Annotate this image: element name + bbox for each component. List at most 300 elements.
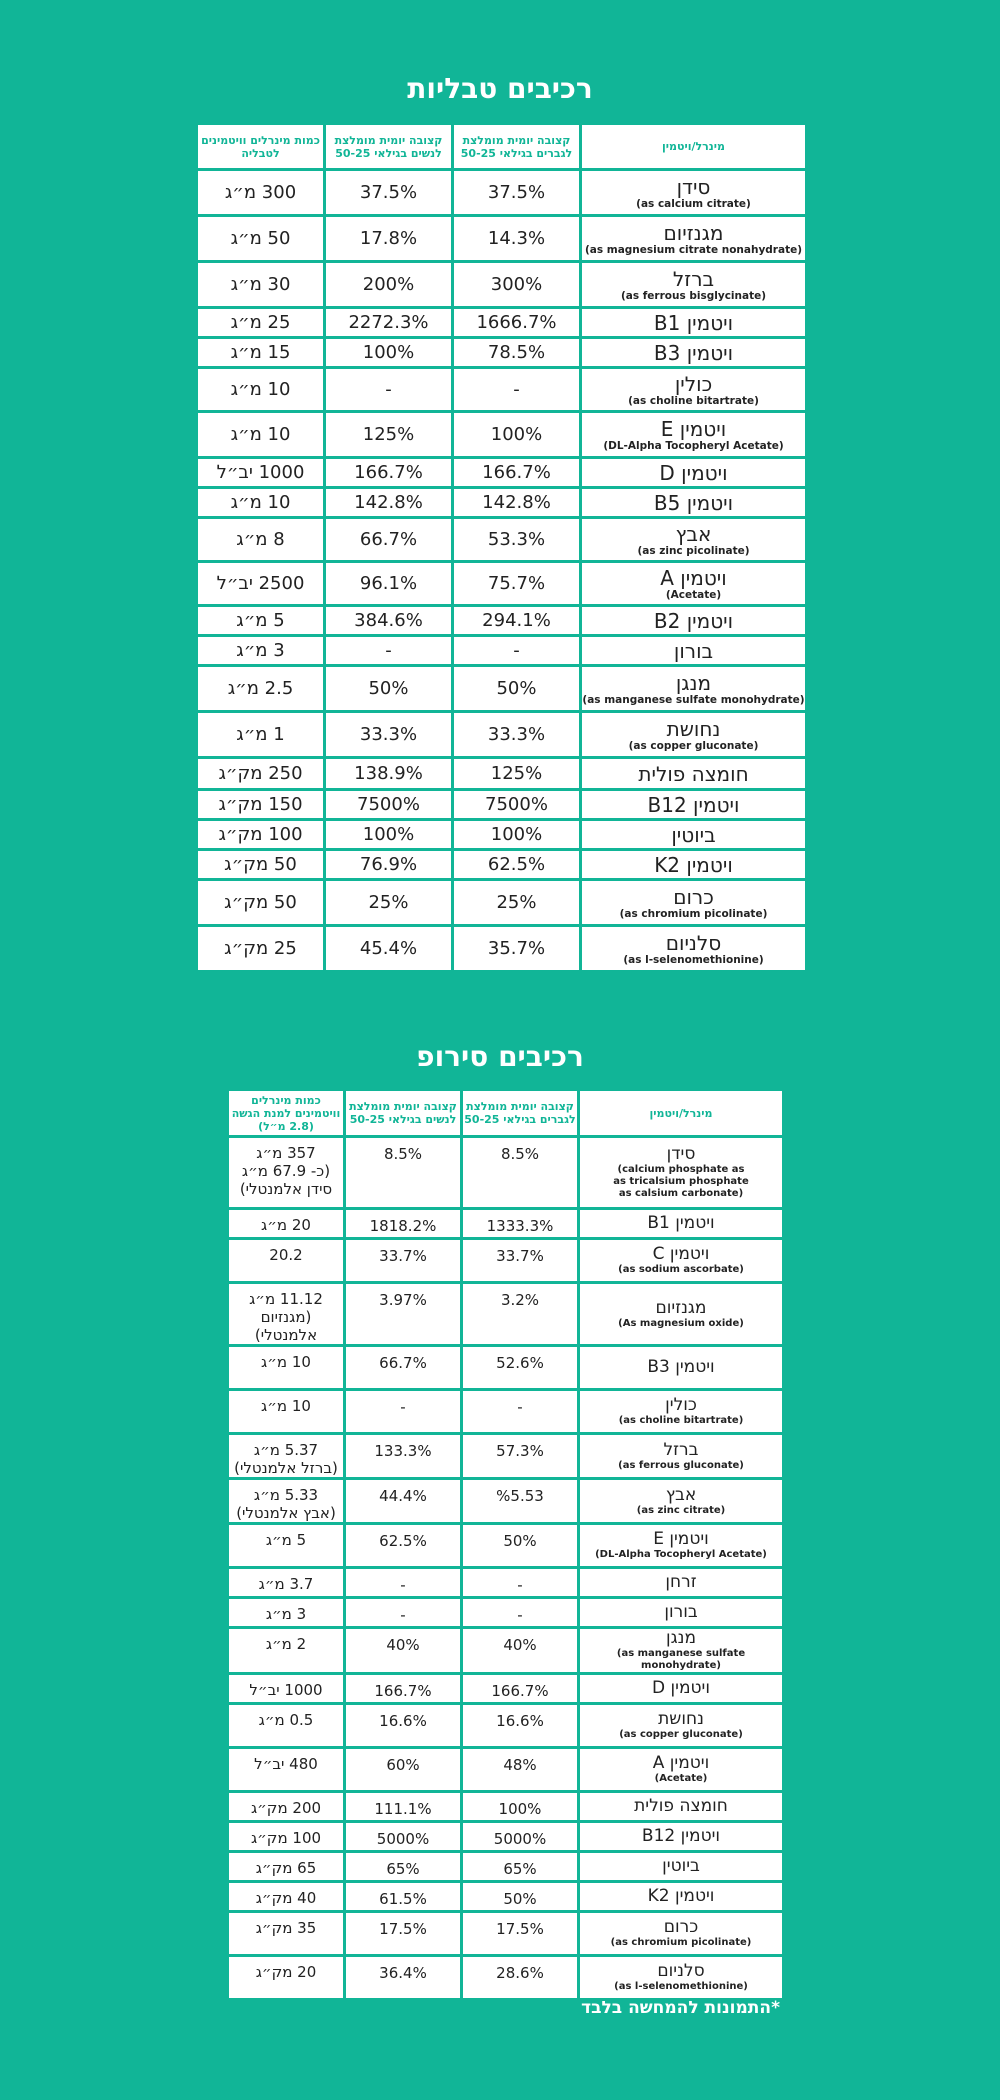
rda-women-cell [345, 1479, 462, 1524]
amount-cell [228, 1792, 345, 1822]
nutrient-source: (as chromium picolinate) [619, 907, 768, 920]
rda-women-value: 44.4% [379, 1487, 427, 1505]
amount-cell [197, 820, 325, 850]
nutrient-cell [581, 606, 807, 636]
rda-men-cell [462, 1479, 579, 1524]
nutrient-name: כרום [663, 1917, 699, 1937]
table-row [228, 1479, 784, 1524]
table-row [228, 1852, 784, 1882]
amount-value: 3 מ״ג [236, 640, 285, 661]
rda-men-value: 75.7% [487, 573, 546, 594]
amount-cell [228, 1434, 345, 1479]
rda-men-cell [453, 368, 581, 412]
header-women: קצובה יומית מומלצת לנשים בגילאי 50-25 [325, 124, 453, 170]
amount-cell [228, 1912, 345, 1956]
nutrient-source: (as sodium ascorbate) [618, 1264, 744, 1275]
rda-men-cell [453, 880, 581, 926]
nutrient-cell [581, 880, 807, 926]
rda-women-cell [345, 1598, 462, 1628]
amount-cell [228, 1598, 345, 1628]
rda-women-value: 17.8% [359, 228, 418, 249]
nutrient-source: (DL-Alpha Tocopheryl Acetate) [603, 439, 784, 452]
rda-men-cell [453, 562, 581, 606]
rda-women-value: 166.7% [374, 1682, 432, 1700]
rda-women-cell [325, 338, 453, 368]
rda-women-cell [325, 216, 453, 262]
header-men: קצובה יומית מומלצת לגברים בגילאי 50-25 [453, 124, 581, 170]
tablets-table [195, 122, 808, 973]
rda-women-cell [325, 666, 453, 712]
rda-women-cell [325, 636, 453, 666]
table-row [197, 850, 807, 880]
rda-women-value: 166.7% [354, 462, 423, 483]
rda-women-cell [325, 758, 453, 790]
amount-cell [228, 1674, 345, 1704]
rda-women-cell [345, 1434, 462, 1479]
nutrient-name: ויטמין D [652, 1678, 710, 1698]
rda-women-cell [345, 1674, 462, 1704]
amount-cell [197, 606, 325, 636]
amount-cell [197, 216, 325, 262]
rda-men-cell [453, 488, 581, 518]
rda-men-cell [462, 1209, 579, 1239]
rda-men-value: 33.3% [487, 724, 546, 745]
rda-men-value: 53.3% [487, 529, 546, 550]
rda-women-value: 16.6% [379, 1712, 427, 1730]
amount-cell [197, 488, 325, 518]
amount-cell [197, 880, 325, 926]
rda-women-cell [325, 262, 453, 308]
nutrient-name: ויטמין A [652, 1753, 710, 1773]
nutrient-cell [581, 170, 807, 216]
nutrient-name: ויטמין B5 [653, 490, 734, 515]
amount-value: 50 מק״ג [224, 854, 297, 875]
table-row [197, 636, 807, 666]
table-row [228, 1390, 784, 1434]
rda-women-cell [325, 790, 453, 820]
rda-men-value: 7500% [485, 794, 548, 815]
table-row [228, 1912, 784, 1956]
rda-men-value: - [517, 1398, 523, 1416]
rda-women-cell [325, 308, 453, 338]
rda-men-cell [462, 1882, 579, 1912]
nutrient-name: ויטמין E [660, 416, 727, 441]
rda-women-cell [345, 1748, 462, 1792]
amount-cell [197, 712, 325, 758]
nutrient-cell [581, 712, 807, 758]
rda-women-value: 50% [368, 678, 409, 699]
amount-value: 5 מ״ג [236, 610, 285, 631]
rda-women-cell [325, 170, 453, 216]
amount-value: 30 מ״ג [230, 274, 291, 295]
rda-women-value: 45.4% [359, 938, 418, 959]
rda-men-cell [462, 1346, 579, 1390]
rda-women-cell [325, 518, 453, 562]
amount-cell [197, 790, 325, 820]
nutrient-name: ויטמין D [659, 460, 728, 485]
rda-women-cell [345, 1346, 462, 1390]
nutrient-name: ביוטין [662, 1856, 700, 1876]
rda-men-cell [462, 1524, 579, 1568]
nutrient-cell [579, 1568, 784, 1598]
amount-value: 10 מ״ג [230, 492, 291, 513]
amount-value: 250 מק״ג [218, 763, 303, 784]
nutrient-source: (as zinc picolinate) [637, 544, 750, 557]
rda-men-value: 294.1% [482, 610, 551, 631]
amount-value: 3 מ״ג [265, 1605, 307, 1623]
table-row [228, 1524, 784, 1568]
rda-men-value: 5000% [493, 1830, 547, 1848]
rda-men-value: 16.6% [496, 1712, 544, 1730]
table-row [228, 1137, 784, 1209]
amount-value: 8 מ״ג [236, 529, 285, 550]
rda-women-value: 5000% [376, 1830, 430, 1848]
rda-women-value: 62.5% [379, 1532, 427, 1550]
nutrient-cell [579, 1748, 784, 1792]
rda-women-cell [345, 1704, 462, 1748]
nutrient-cell [579, 1628, 784, 1674]
rda-men-value: - [517, 1606, 523, 1624]
rda-women-cell [345, 1822, 462, 1852]
amount-value: 150 מק״ג [218, 794, 303, 815]
rda-women-cell [345, 1852, 462, 1882]
amount-value: 65 מק״ג [255, 1859, 317, 1877]
amount-value: 35 מק״ג [255, 1919, 317, 1937]
rda-women-value: 76.9% [359, 854, 418, 875]
rda-men-value: 14.3% [487, 228, 546, 249]
table-row [197, 338, 807, 368]
rda-men-cell [453, 518, 581, 562]
rda-women-cell [325, 712, 453, 758]
nutrient-cell [579, 1434, 784, 1479]
rda-men-value: %5.53 [496, 1487, 544, 1505]
amount-value: 10 מ״ג [261, 1397, 311, 1415]
nutrient-source: (DL-Alpha Tocopheryl Acetate) [595, 1549, 767, 1560]
rda-men-cell [462, 1598, 579, 1628]
nutrient-cell [579, 1346, 784, 1390]
amount-cell [228, 1852, 345, 1882]
table-row [197, 666, 807, 712]
rda-men-cell [453, 262, 581, 308]
header-name: מינרל/ויטמין [579, 1090, 784, 1137]
rda-men-value: - [513, 640, 520, 661]
table-row [228, 1209, 784, 1239]
rda-women-value: - [385, 379, 392, 400]
rda-women-value: 60% [386, 1756, 420, 1774]
rda-women-value: 8.5% [383, 1145, 423, 1163]
rda-women-value: 3.97% [379, 1291, 427, 1309]
rda-women-value: 96.1% [359, 573, 418, 594]
nutrient-name: כרום [673, 884, 714, 909]
table-row [228, 1434, 784, 1479]
rda-women-cell [345, 1209, 462, 1239]
rda-men-value: 48% [503, 1756, 537, 1774]
table-row [197, 488, 807, 518]
table-row [228, 1598, 784, 1628]
rda-women-cell [345, 1239, 462, 1283]
rda-women-cell [345, 1628, 462, 1674]
amount-cell [228, 1479, 345, 1524]
nutrient-source: (as choline bitartrate) [618, 1415, 744, 1426]
amount-value: 20 מק״ג [255, 1963, 317, 1981]
amount-value: 10 מ״ג [230, 379, 291, 400]
rda-men-value: - [513, 379, 520, 400]
amount-cell [197, 338, 325, 368]
nutrient-name: ברזל [672, 266, 715, 291]
amount-cell [228, 1822, 345, 1852]
rda-women-cell [325, 606, 453, 636]
table-row [197, 262, 807, 308]
rda-men-cell [453, 606, 581, 636]
rda-women-value: 61.5% [379, 1890, 427, 1908]
rda-women-value: - [385, 640, 392, 661]
rda-women-value: 100% [362, 342, 415, 363]
nutrient-cell [581, 562, 807, 606]
rda-men-value: 50% [496, 678, 537, 699]
table-row [197, 518, 807, 562]
rda-men-cell [462, 1283, 579, 1346]
rda-men-cell [462, 1956, 579, 2000]
nutrient-name: ויטמין A [660, 565, 727, 590]
rda-women-value: 2272.3% [348, 312, 429, 333]
amount-value: 300 מ״ג [224, 182, 297, 203]
rda-women-value: - [400, 1606, 406, 1624]
rda-men-cell [462, 1852, 579, 1882]
rda-women-value: 37.5% [359, 182, 418, 203]
nutrient-cell [579, 1283, 784, 1346]
nutrient-name: בורון [673, 638, 714, 663]
nutrient-source: (as copper gluconate) [619, 1729, 743, 1740]
nutrient-name: נחושת [666, 716, 721, 741]
rda-women-cell [345, 1792, 462, 1822]
rda-men-cell [462, 1674, 579, 1704]
nutrient-cell [579, 1239, 784, 1283]
amount-cell [197, 170, 325, 216]
table-row [197, 308, 807, 338]
rda-men-value: 100% [490, 424, 543, 445]
amount-cell [197, 850, 325, 880]
amount-value: 10 מ״ג [230, 424, 291, 445]
amount-cell [228, 1524, 345, 1568]
rda-women-cell [345, 1568, 462, 1598]
nutrient-name: מגנזיום [663, 220, 724, 245]
table-row [197, 368, 807, 412]
amount-cell [228, 1390, 345, 1434]
rda-women-value: 36.4% [379, 1964, 427, 1982]
amount-cell [228, 1239, 345, 1283]
rda-women-cell [345, 1882, 462, 1912]
nutrient-name: נחושת [658, 1709, 704, 1729]
rda-women-cell [325, 488, 453, 518]
header-name: מינרל/ויטמין [581, 124, 807, 170]
rda-men-cell [453, 666, 581, 712]
table-row [228, 1792, 784, 1822]
rda-women-value: 384.6% [354, 610, 423, 631]
table-row [228, 1748, 784, 1792]
rda-men-cell [462, 1748, 579, 1792]
amount-value: 1000 יב״ל [216, 462, 305, 483]
rda-men-cell [453, 850, 581, 880]
amount-value: 200 מק״ג [250, 1799, 322, 1817]
nutrient-name: ויטמין B2 [653, 608, 734, 633]
nutrient-cell [579, 1882, 784, 1912]
nutrient-source: (as ferrous bisglycinate) [620, 289, 767, 302]
nutrient-cell [581, 518, 807, 562]
rda-men-cell [453, 412, 581, 458]
rda-women-value: 200% [362, 274, 415, 295]
amount-value: 50 מ״ג [230, 228, 291, 249]
rda-women-cell [345, 1956, 462, 2000]
rda-men-cell [462, 1792, 579, 1822]
rda-men-cell [453, 170, 581, 216]
rda-men-cell [453, 820, 581, 850]
amount-value: 480 יב״ל [254, 1755, 318, 1773]
amount-value: 100 מק״ג [218, 824, 303, 845]
nutrient-cell [579, 1704, 784, 1748]
rda-men-value: 1333.3% [486, 1217, 554, 1235]
rda-men-value: 35.7% [487, 938, 546, 959]
nutrient-source: (Acetate) [654, 1773, 708, 1784]
rda-men-cell [462, 1912, 579, 1956]
rda-men-value: 166.7% [482, 462, 551, 483]
nutrient-cell [579, 1598, 784, 1628]
rda-women-cell [325, 458, 453, 488]
nutrient-source: (as magnesium citrate nonahydrate) [584, 243, 803, 256]
header-men: קצובה יומית מומלצת לגברים בגילאי 50-25 [462, 1090, 579, 1137]
table-row [228, 1704, 784, 1748]
nutrient-source: (as choline bitartrate) [628, 394, 759, 407]
nutrient-name: ויטמין E [653, 1529, 709, 1549]
rda-men-cell [453, 216, 581, 262]
amount-value: 25 מ״ג [230, 312, 291, 333]
rda-women-value: 66.7% [379, 1354, 427, 1372]
amount-cell [228, 1209, 345, 1239]
rda-men-cell [462, 1704, 579, 1748]
amount-cell [228, 1956, 345, 2000]
amount-cell [197, 666, 325, 712]
rda-women-value: 125% [362, 424, 415, 445]
rda-women-value: 66.7% [359, 529, 418, 550]
table-row [197, 926, 807, 972]
nutrient-name: כולין [674, 371, 713, 396]
rda-men-value: 78.5% [487, 342, 546, 363]
rda-women-value: 33.3% [359, 724, 418, 745]
table-row [197, 880, 807, 926]
rda-women-cell [345, 1524, 462, 1568]
rda-men-value: 17.5% [496, 1920, 544, 1938]
table-row [228, 1674, 784, 1704]
amount-value: 2500 יב״ל [216, 573, 305, 594]
rda-men-value: 100% [498, 1800, 542, 1818]
nutrient-source: (as manganese sulfate monohydrate) [616, 1648, 746, 1671]
amount-value: 5.33 מ״ג (אבץ אלמנטלי) [236, 1486, 336, 1522]
rda-men-cell [462, 1239, 579, 1283]
tablets-title: רכיבים טבליות [407, 72, 593, 105]
amount-value: 2 מ״ג [265, 1635, 307, 1653]
nutrient-source: (as l-selenomethionine) [614, 1981, 748, 1992]
nutrient-source: (calcium phosphate as as tricalsium phosphate as calsium carbonate) [613, 1164, 749, 1199]
nutrient-name: ויטמין B1 [647, 1213, 715, 1233]
nutrient-name: ויטמין K2 [647, 1886, 715, 1906]
nutrient-cell [581, 338, 807, 368]
rda-women-cell [325, 926, 453, 972]
nutrient-cell [581, 458, 807, 488]
table-row [228, 1882, 784, 1912]
amount-value: 5.37 מ״ג (ברזל אלמנטלי) [234, 1441, 338, 1477]
rda-men-cell [453, 790, 581, 820]
rda-men-cell [453, 712, 581, 758]
amount-cell [197, 562, 325, 606]
rda-men-cell [453, 758, 581, 790]
nutrient-cell [579, 1479, 784, 1524]
amount-cell [197, 518, 325, 562]
nutrient-name: מנגן [666, 1628, 696, 1648]
table-row [197, 562, 807, 606]
nutrient-name: סלניום [657, 1961, 705, 1981]
nutrient-source: (as ferrous gluconate) [618, 1459, 744, 1471]
amount-cell [197, 758, 325, 790]
syrup-table [226, 1088, 785, 2001]
nutrient-source: (as chromium picolinate) [610, 1937, 752, 1948]
table-row [228, 1283, 784, 1346]
nutrient-source: (as manganese sulfate monohydrate) [582, 693, 805, 706]
nutrient-cell [581, 216, 807, 262]
nutrient-name: סלניום [665, 930, 722, 955]
amount-cell [197, 926, 325, 972]
rda-women-cell [345, 1283, 462, 1346]
amount-cell [197, 368, 325, 412]
amount-cell [228, 1568, 345, 1598]
amount-value: 50 מק״ג [224, 892, 297, 913]
amount-cell [228, 1882, 345, 1912]
amount-cell [197, 412, 325, 458]
rda-men-cell [453, 636, 581, 666]
amount-value: 10 מ״ג [261, 1353, 311, 1371]
table-row [228, 1239, 784, 1283]
rda-women-value: 7500% [357, 794, 420, 815]
rda-men-value: 142.8% [482, 492, 551, 513]
amount-value: 3.7 מ״ג [258, 1575, 314, 1593]
nutrient-source: (as zinc citrate) [636, 1504, 726, 1516]
rda-men-value: 25% [496, 892, 537, 913]
amount-value: 357 מ״ג (כ- 67.9 מ״ג סידן אלמנטלי) [239, 1144, 333, 1198]
rda-women-cell [325, 850, 453, 880]
rda-women-cell [325, 820, 453, 850]
rda-women-cell [345, 1137, 462, 1209]
nutrient-name: אבץ [665, 1484, 697, 1505]
amount-cell [228, 1704, 345, 1748]
table-row [228, 1628, 784, 1674]
nutrient-cell [581, 758, 807, 790]
nutrient-source: (As magnesium oxide) [618, 1317, 744, 1329]
rda-men-value: 62.5% [487, 854, 546, 875]
rda-men-cell [462, 1434, 579, 1479]
nutrient-cell [579, 1390, 784, 1434]
table-row [228, 1568, 784, 1598]
nutrient-cell [581, 926, 807, 972]
nutrient-name: מגנזיום [655, 1297, 707, 1318]
rda-women-value: 133.3% [374, 1442, 432, 1460]
rda-men-value: 1666.7% [476, 312, 557, 333]
nutrient-cell [579, 1852, 784, 1882]
nutrient-name: חומצה פולית [638, 761, 749, 786]
rda-men-cell [462, 1628, 579, 1674]
nutrient-name: אבץ [675, 521, 712, 546]
amount-value: 20.2 [269, 1246, 303, 1264]
nutrient-cell [581, 412, 807, 458]
rda-women-value: 25% [368, 892, 409, 913]
rda-women-value: - [400, 1576, 406, 1594]
